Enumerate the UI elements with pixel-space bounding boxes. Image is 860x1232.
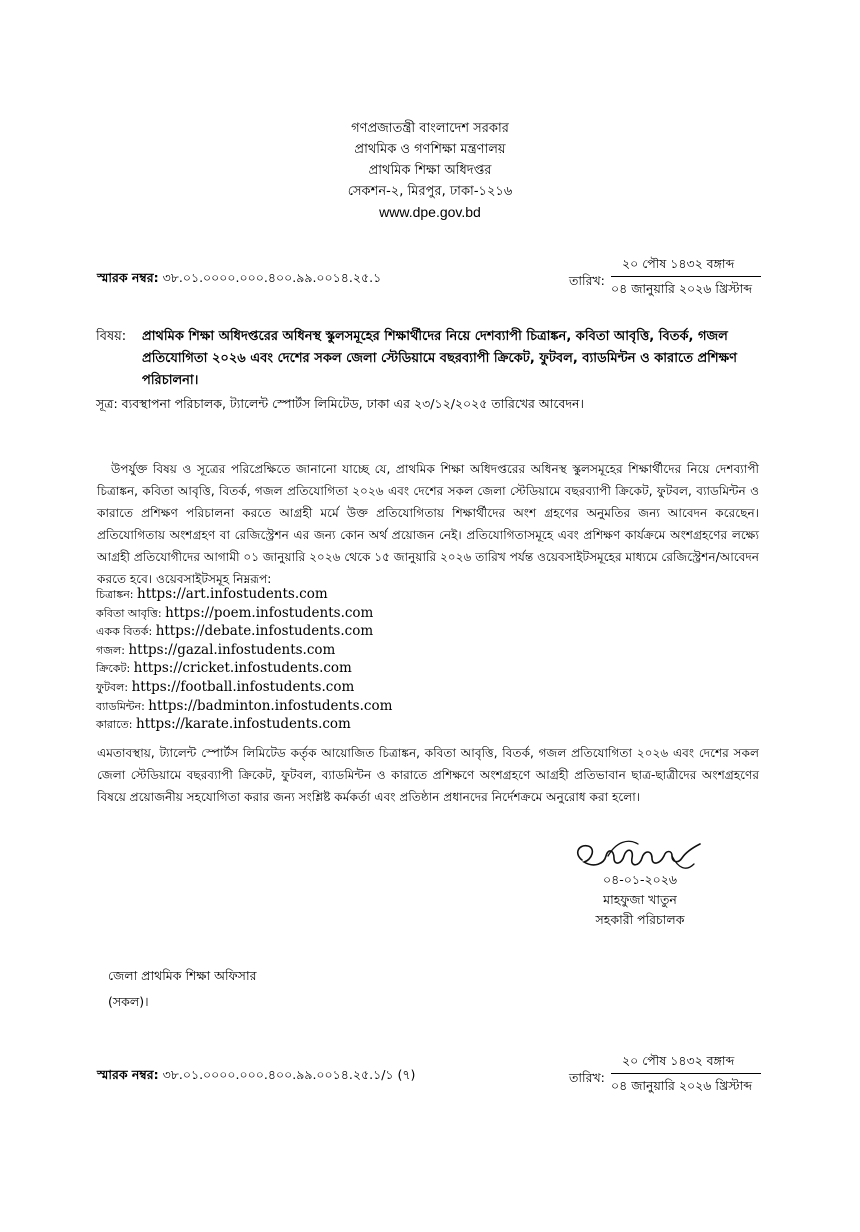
website-list [96,585,392,734]
memo-label: স্মারক নম্বর: [97,1067,159,1082]
office-address: সেকশন-২, মিরপুর, ঢাকা-১২১৬ [347,184,513,199]
link-label: ক্রিকেট: [96,662,131,676]
signature-block [520,870,760,930]
memo-number-line-2 [97,1067,415,1087]
memo-number: ৩৮.০১.০০০০.০০০.৪০০.৯৯.০০১৪.২৫.১ [162,270,382,285]
subject-label: বিষয়: [96,329,127,344]
link-label: কবিতা আবৃত্তি: [96,606,162,620]
link-label: ব্যাডমিন্টন: [96,699,145,713]
link-url[interactable]: https://poem.infostudents.com [165,604,374,621]
link-url[interactable]: https://badminton.infostudents.com [148,697,393,714]
link-url[interactable]: https://football.infostudents.com [131,678,355,695]
recipient-title: জেলা প্রাথমিক শিক্ষা অফিসার [108,968,257,983]
date-bangla: ২০ পৌষ ১৪৩২ বঙ্গাব্দ [622,256,735,271]
list-item [96,641,392,660]
list-item [96,604,392,623]
link-url[interactable]: https://karate.infostudents.com [136,716,351,733]
subject-text: প্রাথমিক শিক্ষা অধিদপ্তরের অধিনস্থ স্কুলসমূহের শিক্ষার্থীদের নিয়ে দেশব্যাপী চিত্রাঙ্কন, কবিতা আবৃত্তি, বিতর্ক, গজল প্রতিযোগিতা ২০২৬ এবং দেশের সকল জেলা স্টেডিয়ামে বছরব্যাপী ক্রিকেট, ফুটবল, ব্যাডমিন্টন ও কারাতে প্রশিক্ষণ পরিচালনা। [142,329,737,388]
link-label: কারাতে: [96,718,133,732]
list-item [96,678,392,697]
link-url[interactable]: https://debate.infostudents.com [155,623,374,640]
directorate-name: প্রাথমিক শিক্ষা অধিদপ্তর [368,163,492,178]
list-item [96,715,392,734]
date-bangla: ২০ পৌষ ১৪৩২ বঙ্গাব্দ [622,1053,735,1068]
date-gregorian: ০৪ জানুয়ারি ২০২৬ খ্রিস্টাব্দ [611,1078,753,1093]
link-url[interactable]: https://gazal.infostudents.com [128,641,336,658]
subject-block [96,326,776,392]
ministry-name: প্রাথমিক ও গণশিক্ষা মন্ত্রণালয় [354,142,506,157]
date-label: তারিখ: [569,1070,605,1085]
recipient-block [108,963,256,1015]
date-gregorian: ০৪ জানুয়ারি ২০২৬ খ্রিস্টাব্দ [611,281,753,296]
link-url[interactable]: https://cricket.infostudents.com [133,660,352,677]
link-label: চিত্রাঙ্কন: [96,588,134,601]
date-divider [611,1073,761,1074]
list-item [96,622,392,641]
govt-name: গণপ্রজাতন্ত্রী বাংলাদেশ সরকার [351,121,509,136]
list-item [96,697,392,716]
body-paragraph-1: উপর্যুক্ত বিষয় ও সূত্রের পরিপ্রেক্ষিতে জানানো যাচ্ছে যে, প্রাথমিক শিক্ষা অধিদপ্তরের অধিনস্থ স্কুলসমূহের শিক্ষার্থীদের নিয়ে দেশব্যাপী চিত্রাঙ্কন, কবিতা আবৃত্তি, বিতর্ক, গজল প্রতিযোগিতা ২০২৬ এবং দেশের সকল জেলা স্টেডিয়ামে বছরব্যাপী ক্রিকেট, ফুটবল, ব্যাডমিন্টন ও কারাতে প্রশিক্ষণ পরিচালনা করতে আগ্রহী মর্মে উক্ত প্রতিযোগিতায় শিক্ষার্থীদের অংশ গ্রহণের অনুমতির জন্য আবেদন করেছেন। প্রতিযোগিতায় অংশগ্রহণ বা রেজিস্ট্রেশন এর জন্য কোন অর্থ প্রয়োজন নেই। প্রতিযোগিতাসমূহে এবং প্রশিক্ষণ কার্যক্রমে অংশগ্রহণের লক্ষ্যে আগ্রহী প্রতিযোগীদের আগামী ০১ জানুয়ারি ২০২৬ থেকে ১৫ জানুয়ারি ২০২৬ তারিখ পর্যন্ত ওয়েবসাইটসমূহের মাধ্যমে রেজিস্ট্রেশন/আবেদন করতে হবে। ওয়েবসাইটসমূহ নিম্নরূপ: [97,462,759,586]
date-label: তারিখ: [569,273,605,288]
letterhead [0,118,860,223]
link-label: ফুটবল: [96,680,129,694]
link-label: একক বিতর্ক: [96,625,153,639]
memo-number-line [97,270,381,290]
body-paragraph-2: এমতাবস্থায়, ট্যালেন্ট স্পোর্টস লিমিটেড কর্তৃক আয়োজিত চিত্রাঙ্কন, কবিতা আবৃত্তি, বিতর্ক, গজল প্রতিযোগিতা ২০২৬ এবং দেশের সকল জেলা স্টেডিয়ামে বছরব্যাপী ক্রিকেট, ফুটবল, ব্যাডমিন্টন ও কারাতে প্রশিক্ষণে অংশগ্রহণে আগ্রহী প্রতিভাবান ছাত্র-ছাত্রীদের অংশগ্রহণের বিষয়ে প্রয়োজনীয় সহযোগিতা করার জন্য সংশ্লিষ্ট কর্মকর্তা এবং প্রতিষ্ঠান প্রধানদের নির্দেশক্রমে অনুরোধ করা হলো। [97,746,759,804]
date-divider [611,276,761,277]
link-label: গজল: [96,643,125,657]
list-item [96,585,392,604]
website-link[interactable]: www.dpe.gov.bd [379,204,481,220]
link-url[interactable]: https://art.infostudents.com [137,586,328,602]
signatory-designation: সহকারী পরিচালক [595,912,685,927]
memo-label: স্মারক নম্বর: [97,270,159,285]
list-item [96,659,392,678]
reference-line: সূত্র: ব্যবস্থাপনা পরিচালক, ট্যালেন্ট স্পোর্টস লিমিটেড, ঢাকা এর ২৩/১২/২০২৫ তারিখের আবেদন। [96,396,584,411]
recipient-scope: (সকল)। [108,994,149,1009]
memo-number: ৩৮.০১.০০০০.০০০.৪০০.৯৯.০০১৪.২৫.১/১ (৭) [162,1067,416,1082]
signatory-name: মাহফুজা খাতুন [603,892,677,907]
signature-date: ০৪-০১-২০২৬ [602,872,677,887]
